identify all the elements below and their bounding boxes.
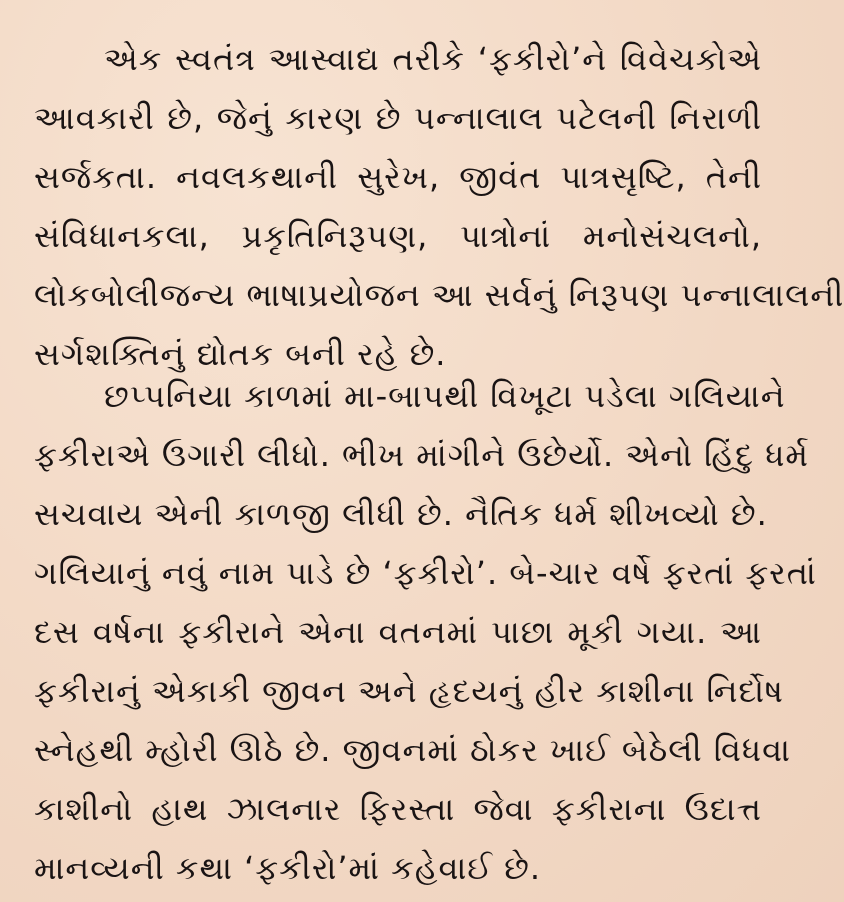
- paragraph-2-line-9: માનવ્યની કથા ‘ફકીરો’માં કહેવાઈ છે.: [34, 849, 542, 887]
- paragraph-1: [34, 30, 844, 384]
- paragraph-1-line-4: સંવિધાનકલા, પ્રકૃતિનિરૂપણ, પાત્રોનાં મનોસંચલનો,: [34, 217, 762, 255]
- paragraph-2-line-2: ફકીરાએ ઉગારી લીધો. ભીખ માંગીને ઉછેર્યો. એનો હિંદુ ધર્મ: [34, 436, 810, 474]
- paragraph-2-line-7: સ્નેહથી મ્હોરી ઊઠે છે. જીવનમાં ઠોકર ખાઈ બેઠેલી વિધવા: [34, 731, 791, 769]
- paragraph-2-line-8: કાશીનો હાથ ઝાલનાર ફિરસ્તા જેવા ફકીરાના ઉદાત્ત: [34, 790, 762, 828]
- paragraph-1-line-1: એક સ્વતંત્ર આસ્વાદ્ય તરીકે ‘ફકીરો’ને વિવેચકોએ: [104, 40, 762, 78]
- paragraph-2-line-6: ફકીરાનું એકાકી જીવન અને હૃદયનું હીર કાશીના નિર્દોષ: [34, 672, 784, 710]
- paragraph-1-line-2: આવકારી છે, જેનું કારણ છે પન્નાલાલ પટેલની નિરાળી: [34, 99, 762, 137]
- paragraph-2-line-5: દસ વર્ષના ફકીરાને એના વતનમાં પાછા મૂકી ગયા. આ: [34, 613, 762, 651]
- paragraph-1-line-5: લોકબોલીજન્ય ભાષાપ્રયોજન આ સર્વનું નિરૂપણ પન્નાલાલની: [34, 276, 844, 314]
- paragraph-1-line-6: સર્ગશક્તિનું દ્યોતક બની રહે છે.: [34, 335, 447, 373]
- paragraph-1-line-3: સર્જકતા. નવલકથાની સુરેખ, જીવંત પાત્રસૃષ્ટિ, તેની: [34, 158, 762, 196]
- paragraph-2: [34, 367, 817, 898]
- paragraph-2-line-4: ગલિયાનું નવું નામ પાડે છે ‘ફકીરો’. બે-ચાર વર્ષે ફરતાં ફરતાં: [34, 554, 817, 592]
- paragraph-2-line-1: છપ્પનિયા કાળમાં મા-બાપથી વિખૂટા પડેલા ગલિયાને: [104, 377, 786, 415]
- paragraph-2-line-3: સચવાય એની કાળજી લીધી છે. નૈતિક ધર્મ શીખવ્યો છે.: [34, 495, 768, 533]
